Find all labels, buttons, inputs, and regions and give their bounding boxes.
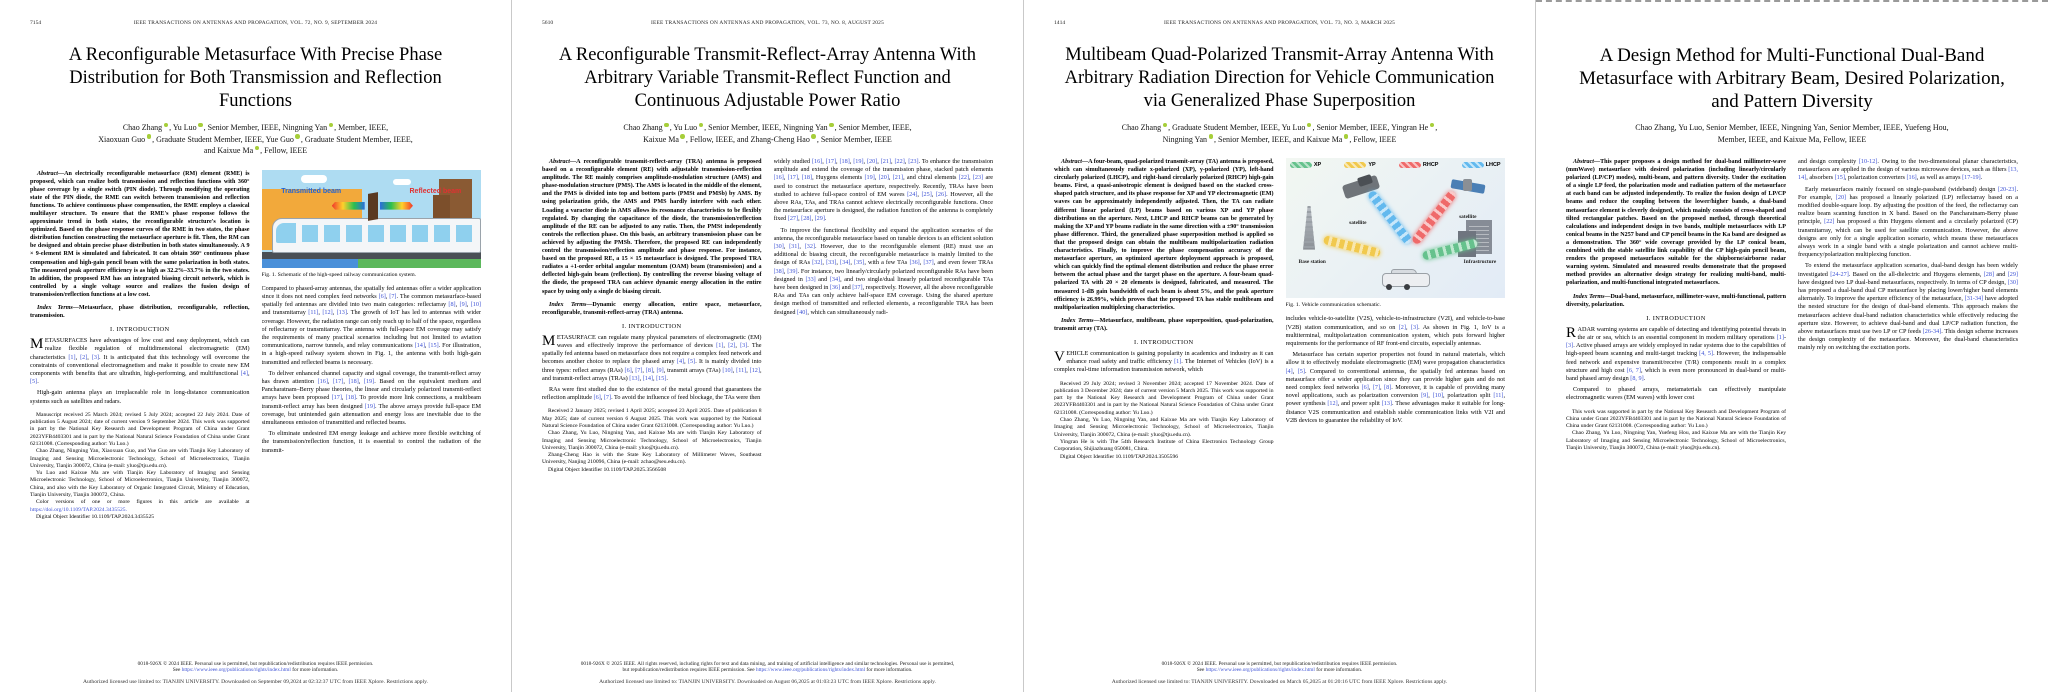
satellite-label: satellite (1459, 214, 1477, 220)
high-speed-train (272, 218, 481, 252)
citation-link[interactable]: [18] (839, 158, 850, 165)
citation-link[interactable]: [17] (787, 174, 798, 182)
citation-link[interactable]: [16] (773, 174, 784, 182)
citation-link[interactable]: [11] (308, 309, 319, 317)
body-paragraph: To improve the functional flexibility and expand the application scenarios of the antenna, the reconfigurable metasurface based on tunable devices is an efficient solution [30], [31], [32]. However, due to the reconfigurable element (RE) must use an additional dc biasing circuit, the reconfigurable metasurface is mainly limited to the design of RAs [32], [33], [34], [35], with a few TAs [36], [37], and even fewer TRAs [38], [39]. For instance, two linearly/circularly polarized reconfigurable RAs have been designed in [33] and [34], and two single/dual linearly polarized reconfigurable TAs have been designed in [36] and [37], respectively. However, all the above reconfigurable RAs and TAs can only achieve half-space EM coverage. Using the shared aperture design method of transmitted and reflected elements, a reconfigurable TRA has been designed [40], which can simultaneously radi- (773, 226, 993, 316)
footer-rights: See https://www.ieee.org/publications/rights/index.html for more information. (172, 667, 339, 674)
citation-link[interactable]: [19] (864, 174, 875, 182)
rhcp-swatch (1399, 162, 1421, 168)
figure-caption: Fig. 1. Vehicle communication schematic. (1285, 302, 1381, 308)
paper-title: A Design Method for Multi-Functional Dual-Band Metasurface with Arbitrary Beam, Desired Polarization, and Pattern Diversity (1579, 45, 2005, 112)
footnote: Received 29 July 2024; revised 3 November 2024; accepted 17 November 2024. Date of publication 3 December 2024; date of current version 5 March 2025. This work was supported in part by the National Key Research and Development Program of China under Grant 2023YFB4403301 and in part by the National Natural Science Foundation of China under Grant 62131008. (Corresponding author: Yu Luo.) (1054, 380, 1274, 416)
page-number: 7154 (30, 20, 42, 26)
citation-link[interactable]: [37] (852, 284, 863, 292)
citation-link[interactable]: [14] (642, 374, 653, 382)
citation-link[interactable]: [26-34] (1922, 328, 1942, 336)
section-heading: I. INTRODUCTION (1133, 338, 1194, 346)
citation-link[interactable]: [10-12] (1858, 158, 1878, 165)
rhcp-beam (1411, 189, 1457, 245)
footnote: Zhang-Cheng Hao is with the State Key Laboratory of Millimeter Waves, Southeast University, Nanjing 210096, China (e-mail: zchao@seu.edu.cn). (542, 452, 762, 466)
citation-link[interactable]: [29] (814, 215, 825, 223)
transmitted-beam-label: Transmitted beam (281, 188, 342, 196)
footnote: Chao Zhang, Yu Luo, Ningning Yan, and Kaixue Ma are with Tianjin Key Laboratory of Imaging and Sensing Microelectronic Technology, School of Microelectronics, Tianjin University, Tianjin 300072, China (e-mail: yluo@tju.edu.cn). (542, 430, 762, 451)
citation-link[interactable]: [23] (908, 158, 919, 165)
citation-link[interactable]: [17] (333, 378, 344, 386)
citation-link[interactable]: [3] (740, 341, 748, 349)
legend-item-rhcp: RHCP (1399, 162, 1439, 168)
author-block (30, 122, 481, 157)
citation-link[interactable]: [4] (1285, 367, 1293, 375)
author-line: Member, IEEE, and Kaixue Ma, Fellow, IEEE (1717, 134, 1867, 144)
orcid-icon (255, 146, 260, 151)
citation-link[interactable]: [38] (773, 267, 784, 275)
citation-link[interactable]: [18] (801, 174, 813, 182)
citation-link[interactable]: [18] (348, 378, 359, 386)
page-footer (512, 661, 1023, 686)
citation-link[interactable]: [7] (635, 366, 643, 374)
index-terms: Index Terms—Dynamic energy allocation, entire space, metasurface, reconfigurable, transmit-reflect-array (TRA) antenna. (542, 301, 762, 316)
citation-link[interactable]: [15] (656, 374, 667, 382)
paper-page-3 (1024, 0, 1536, 692)
base-station-icon (1303, 206, 1315, 250)
body-paragraph: Metasurface has certain superior properties not found in natural materials, which allow it to effectively modulate electromagnetic (EM) wave propagation characteristics [4], [5]. Compared to conventional antennas, the spatially fed antennas based on metasurface offer a wider application since they can provide higher gain and do not need complex feed networks [6], [7], [8]. Moreover, it is capable of providing many novel applications, such as polarization conversion [9], [10], polarization split [11], power synthesis [12], and power split [13]. These advantages make it suitable for long-distance V2S communication and establish stable communication links with V2I and V2B devices to guarantee the reliability of IoV. (1285, 351, 1505, 424)
citation-link[interactable]: [10] (1432, 392, 1444, 400)
index-terms: Index Terms—Metasurface, multibeam, phase superposition, quad-polarization, transmit array (TA). (1054, 317, 1274, 332)
xp-beam (1421, 238, 1478, 260)
citation-link[interactable]: [6] (1361, 383, 1369, 391)
satellite-icon (1463, 179, 1472, 191)
citation-link[interactable]: [7] (603, 394, 612, 402)
footnote: Digital Object Identifier 10.1109/TAP.2024.3505596 (1060, 453, 1179, 460)
page-header (30, 0, 481, 30)
wheel (1404, 284, 1410, 290)
citation-link[interactable]: [14] (414, 342, 425, 350)
citation-link[interactable]: [19] (363, 378, 375, 386)
index-terms: Index Terms—Metasurface, phase distribution, reconfigurable, reflection, transmission. (30, 305, 250, 320)
index-terms: Index Terms—Dual-band, metasurface, millimeter-wave, multi-functional, pattern diversity, polarization. (1566, 293, 1786, 308)
footnote: This work was supported in part by the National Key Research and Development Program of China under Grant 2023YFB4403301 and in part by the National Natural Science Foundation of China under Grant 62131008. (Corresponding author: Yu Luo.) (1566, 408, 1786, 430)
citation-link[interactable]: [5] (30, 378, 38, 386)
author-line: Chao Zhang , Graduate Student Member, IEEE, Yu Luo , Senior Member, IEEE, Yingran He , (1121, 123, 1438, 132)
citation-link[interactable]: [3] (91, 353, 100, 361)
citation-link[interactable]: [16] (317, 378, 328, 386)
citation-link[interactable]: [2] (1398, 323, 1406, 331)
citation-link[interactable]: [36] (829, 284, 841, 292)
citation-link[interactable]: [24] (907, 190, 918, 198)
reflected-beam-arrow (380, 202, 413, 210)
citation-link[interactable]: [8, 9] (1630, 374, 1644, 382)
citation-link[interactable]: [8] (448, 301, 456, 309)
orcid-icon (329, 123, 334, 128)
citation-link[interactable]: [40] (797, 308, 808, 316)
citation-link[interactable]: [33] (805, 275, 816, 283)
author-line: Chao Zhang , Yu Luo , Senior Member, IEEE, Ningning Yan , Member, IEEE, (122, 123, 389, 132)
citation-link[interactable]: [27] (787, 215, 799, 223)
footer-rights: but republication/redistribution requires IEEE permission. See https://www.ieee.org/publications/rights/index.html for more information. (622, 667, 913, 674)
section-heading: I. INTRODUCTION (621, 322, 682, 330)
citation-link[interactable]: [13, 14] (1798, 166, 2018, 182)
citation-link[interactable]: [17] (331, 394, 342, 402)
author-block (1054, 122, 1505, 145)
citation-link[interactable]: [1] (1174, 358, 1182, 366)
grass (358, 258, 481, 268)
author-line: Chao Zhang, Yu Luo, Senior Member, IEEE, Ningning Yan, Senior Member, IEEE, Yuefeng Hou, (1635, 123, 1949, 132)
figure-vehicle-scene (1286, 158, 1506, 298)
body-paragraph: Early metasurfaces mainly focused on single-passband (wideband) design [20-23]. For example, [20] has proposed a linearly polarized (LP) reflectarray based on a modified double-square loop. By adjusting the position of the feed, the reflectarray can realize beam scanning function in X band. Based on the Pancharatnam-Berry phase principle, [22] has proposed a thin Huygens element and a circularly polarized (CP) transmitarray, which can be used for satellite communication. However, the above designs are only for a single application scenario, which means these metasurfaces always work in a single band with a single polarization and cannot achieve multi-frequency/polarization multiplexing function. (1798, 185, 2018, 259)
citation-link[interactable]: [15] (1834, 174, 1845, 182)
orcid-icon (811, 134, 816, 139)
footnote-block (542, 408, 762, 474)
author-line: Ningning Yan , Senior Member, IEEE, and Kaixue Ma , Fellow, IEEE (1162, 134, 1397, 144)
citation-link[interactable]: [11] (736, 366, 747, 374)
citation-link[interactable]: [31-34] (1964, 295, 1984, 303)
journal-header: IEEE TRANSACTIONS ON ANTENNAS AND PROPAGATION, VOL. 72, NO. 9, SEPTEMBER 2024 (133, 20, 378, 26)
page-header (1054, 0, 1505, 30)
metasurface-panel (368, 192, 378, 221)
paper-page-4 (1536, 0, 2048, 692)
citation-link[interactable]: [23] (972, 174, 984, 182)
citation-link[interactable]: [19] (853, 158, 864, 165)
citation-link[interactable]: [20] (878, 174, 889, 182)
journal-header: IEEE TRANSACTIONS ON ANTENNAS AND PROPAGATION, VOL. 73, NO. 3, MARCH 2025 (1163, 20, 1396, 26)
citation-link[interactable]: [7] (1372, 383, 1381, 391)
footnote-block (1054, 381, 1274, 461)
citation-link[interactable]: [39] (787, 267, 798, 275)
citation-link[interactable]: [25] (921, 190, 932, 198)
citation-link[interactable]: [18] (345, 394, 356, 402)
citation-link[interactable]: [4, 5] (1699, 350, 1714, 358)
paper-title: Multibeam Quad-Polarized Transmit-Array Antenna With Arbitrary Radiation Direction for Vehicle Communication via Generalized Phase Superposition (1064, 45, 1495, 111)
journal-header: IEEE TRANSACTIONS ON ANTENNAS AND PROPAGATION, VOL. 73, NO. 8, AUGUST 2025 (651, 20, 884, 26)
orcid-icon (1344, 134, 1349, 139)
xp-swatch (1290, 162, 1312, 168)
footer-copyright: 0018-926X © 2024 IEEE. Personal use is permitted, but republication/redistribution requires IEEE permission. (137, 660, 374, 667)
transmitted-beam-arrow (332, 202, 365, 210)
footnote: Color versions of one or more figures in this article are available at https://doi.org/10.1109/TAP.2024.3435525. (30, 499, 250, 513)
citation-link[interactable]: [16] (1906, 174, 1917, 182)
citation-link[interactable]: [36] (909, 259, 920, 267)
citation-link[interactable]: [9] (1421, 392, 1429, 400)
citation-link[interactable]: [13] (1381, 400, 1392, 408)
page-number: 1414 (1054, 20, 1066, 26)
footnote: Chao Zhang, Yu Luo, Ningning Yan, Yuefeng Hou, and Kaixue Ma are with the Tianjin Key Laboratory of Imaging and Sensing Microelectronic Technology, School of Microelectronics, Tianjin University, Tianjin 300072, China (e-mail: yluo@tju.edu.cn). (1566, 430, 1786, 451)
citation-link[interactable]: [17] (825, 158, 837, 165)
page-footer (1024, 661, 1535, 686)
footer-authorized: Authorized licensed use limited to: TIANJIN UNIVERSITY. Downloaded on August 06,2025 at 01:03:23 UTC from IEEE Xplore. Restrictions apply. (599, 679, 936, 686)
yp-swatch (1344, 162, 1366, 168)
citation-link[interactable]: [20-23] (1997, 185, 2017, 193)
abstract: Abstract—A four-beam, quad-polarized transmit-array (TA) antenna is proposed, which can simultaneously radiate x-polarized (XP), y-polarized (YP), left-hand circularly polarized (LHCP), and right-hand circularly polarized (RHCP) high-gain beams. First, a quasi-anisotropic element is designed based on the stacked cross-shaped patch structure, and its phase response for XP and YP electromagnetic (EM) waves can be approximately independently adjusted. Then, the TA can radiate different linear polarized (LP) beams based on various XP and YP phase distributions on the aperture. Next, LHCP and RHCP beams can be generated by making the XP and YP beams radiate in the same direction with a ±90° transmission phase difference. Third, the generalized phase superposition method is applied so that the proposed design can obtain the multibeam multipolarization radiation characteristics. Finally, to improve the phase compensation accuracy of the metasurface aperture, an optimized aperture deployment approach is proposed, which can quickly find the optimal element distribution and reduce the phase error between the actual phase and the target phase on the aperture. A four-beam quad-polarized TA with 20 × 20 elements is designed, fabricated, and measured. The measured 1-dB gain bandwidth of each beam is about 5%, and the peak aperture efficiency is 26.99%, which proves that the proposed TA has stable multibeam and multipolarization multiplexing characteristics. (1054, 159, 1274, 311)
legend-item-lhcp: LHCP (1462, 162, 1501, 168)
citation-link[interactable]: [32] (812, 259, 823, 267)
citation-link[interactable]: [19] (364, 402, 375, 410)
left-column (542, 158, 762, 610)
citation-link[interactable]: [8] (1384, 383, 1392, 391)
footnote-block (30, 412, 250, 521)
left-column (1054, 158, 1274, 610)
footnote: Received 2 January 2025; revised 1 April 2025; accepted 23 April 2025. Date of publication 8 May 2025; date of current version 6 August 2025. This work was supported by the National Natural Science Foundation of China under Grant 62131008. (Corresponding author: Yu Luo.) (542, 408, 762, 429)
author-line: Kaixue Ma , Fellow, IEEE, and Zhang-Cheng Hao , Senior Member, IEEE (643, 134, 892, 144)
orcid-icon (1307, 123, 1312, 128)
citation-link[interactable]: [7] (389, 293, 397, 300)
citation-link[interactable]: [5] (1297, 367, 1305, 375)
infrastructure-label: Infrastructure (1463, 258, 1497, 265)
legend-item-xp: XP (1290, 162, 1321, 168)
satellite-label: satellite (1349, 219, 1367, 226)
citation-link[interactable]: [12] (749, 366, 760, 374)
body-paragraph: METASURFACES have advantages of low cost and easy deployment, which can realize flexible regulation of multidimensional electromagnetic (EM) characteristics [1], [2], [3]. It is anticipated that this technology will overcome the constraints of conventional electromagnetism and make it possible to create new EM components with benefits that are ultrathin, high-performing, and multifunctional [4], [5]. (30, 336, 250, 386)
citation-link[interactable]: [33] (826, 259, 837, 267)
abstract: Abstract—A reconfigurable transmit-reflect-array (TRA) antenna is proposed based on a reconfigurable element (RE) with adjustable transmission-reflection amplitude. The RE mainly comprises amplitude-modulation structure (AMS) and phase-modulation structure (PMS). The AMS is located in the middle of the element, and the PMS is divided into top and bottom parts (PMSt and PMSb) by AMS. By using polarization grids, the AMS and PMS hardly interfere with each other. Loading a varactor diode in AMS allows its resonance characteristics to be flexibly regulated. By changing the capacitance of the diode, the transmission/reflection amplitude of the RE can be adjusted to any ratio. Then, the PMSt independently controls the reflection phase. On this basis, an arbitrary transmission phase can be achieved by adjusting the PMSb. Therefore, the proposed RE can independently control the transmission/reflection amplitude and phase response. For instance, based on the proposed RE, a 15 × 15 metasurface is designed. The proposed TRA radiates a +1-order orbital angular momentum (OAM) beam (transmission) and a deflected high-gain beam (reflection). By controlling the reverse biasing voltage of the diode, the proposed TRA can achieve dynamic energy allocation in the entire space by using only a single dc biasing circuit. (542, 159, 762, 295)
water (262, 258, 359, 268)
author-block (542, 122, 993, 145)
orcid-icon (1163, 123, 1168, 128)
paper-page-1 (0, 0, 512, 692)
base-station-label: Base station (1298, 258, 1326, 265)
cloud (393, 179, 411, 185)
paper-title: A Reconfigurable Transmit-Reflect-Array Antenna With Arbitrary Variable Transmit-Reflect Function and Continuous Adjustable Power Ratio (558, 45, 977, 111)
section-heading: I. INTRODUCTION (109, 326, 170, 334)
citation-link[interactable]: [28] (1983, 270, 1995, 278)
citation-link[interactable]: [2] (728, 341, 736, 349)
figure-railway-scene (262, 170, 482, 268)
citation-link[interactable]: [31] (789, 243, 800, 251)
citation-link[interactable]: [34] (829, 275, 841, 283)
rail-track (262, 252, 482, 259)
citation-link[interactable]: [20] (866, 158, 878, 165)
lhcp-beam (1367, 189, 1413, 245)
citation-link[interactable]: [10] (470, 301, 481, 309)
right-column (774, 158, 994, 610)
citation-link[interactable]: [3] (1566, 342, 1574, 350)
citation-link[interactable]: [6] (624, 366, 632, 374)
left-column (30, 170, 250, 622)
body-paragraph: High-gain antenna plays an irreplaceable role in long-distance communication systems such as satellites and radars. (30, 389, 250, 405)
doi-link[interactable]: https://www.ieee.org/publications/rights/index.html (181, 667, 291, 674)
footnote: Yu Luo and Kaixue Ma are with Tianjin Key Laboratory of Imaging and Sensing Microelectronic Technology, School of Microelectronics, Tianjin University, Tianjin 300072, China, and also with the Key Laboratory of Organic Integrated Circuit, Ministry of Education, Tianjin University, Tianjin 300072, China. (30, 470, 250, 499)
citation-link[interactable]: [35] (854, 259, 865, 267)
citation-link[interactable]: [1] (716, 341, 724, 349)
citation-link[interactable]: [3] (1410, 323, 1419, 331)
abstract: Abstract—An electrically reconfigurable metasurface (RM) element (RME) is proposed, which can realize both transmission and reflection functions with 360° phase coverage by a single switch (PIN diode). Through modifying the operating state of the PIN diode, the RME can switch between transmission and reflection functions. To achieve continuous phase compensation, the RME employs a classical multilayer structure. To ensure that the RME's phase response follows the approximate trend in both states, the reconfigurable structure's location is optimized. Based on the phase response curves of the RME in two states, the phase distribution function constructing the metasurface aperture is fit. Then, the RM can be designed and obtain precise phase distribution in both states simultaneously. A 9 × 9-element RM is simulated and fabricated. It can obtain 360° continuous phase compensation and high-gain pencil beam with the same polarization in both states. The measured peak aperture efficiency is as high as 32.2%–33.7% in the two states. In addition, the proposed RM has an integrated biasing circuit network, which is controlled by a single voltage source and realizes the fusion design of transmission/reflection functions at a low cost. (30, 170, 250, 298)
section-heading: I. INTRODUCTION (1646, 314, 1706, 322)
orcid-icon (699, 123, 704, 128)
citation-link[interactable]: [34] (840, 259, 851, 267)
footnote: Digital Object Identifier 10.1109/TAP.2024.3435525 (36, 513, 155, 520)
citation-link[interactable]: [12] (322, 309, 333, 317)
citation-link[interactable]: [22] (1824, 218, 1835, 226)
citation-link[interactable]: [12] (1327, 400, 1338, 408)
body-paragraph: RAs were first studied due to the existence of the metal ground that guarantees the reflection amplitude [6], [7]. To avoid the influence of feed blockage, the TAs were then (542, 386, 762, 402)
citation-link[interactable]: [5] (687, 358, 696, 366)
footnote: Manuscript received 25 March 2024; revised 5 July 2024; accepted 22 July 2024. Date of publication 5 August 2024; date of current version 9 September 2024. This work was supported in part by the National Key Research and Development Program of China under Grant 2023YFB4403301 and in part by the National Natural Science Foundation of China under Grant 62131008. (Corresponding author: Yu Luo.) (30, 411, 250, 447)
citation-link[interactable]: [13] (629, 374, 640, 382)
citation-link[interactable]: [11] (1493, 392, 1504, 400)
body-paragraph: To eliminate undesired EM energy leakage and achieve more flexible switching of the transmission/reflection function, it is essential to control the radiation of the transmit- (261, 430, 481, 454)
citation-link[interactable]: [1] (68, 353, 76, 361)
citation-link[interactable]: [8] (645, 366, 654, 374)
doi-link[interactable]: https://www.ieee.org/publications/rights/index.html (1205, 667, 1315, 674)
citation-link[interactable]: [6] (378, 293, 386, 300)
author-line: Chao Zhang , Yu Luo , Senior Member, IEEE, Ningning Yan , Senior Member, IEEE, (623, 123, 912, 132)
citation-link[interactable]: [13] (336, 309, 347, 317)
wheel (1386, 284, 1392, 290)
orcid-icon (664, 123, 669, 128)
footer-copyright: 0018-926X © 2025 IEEE. All rights reserved, including rights for text and data mining, and training of artificial intelligence and similar technologies. Personal use is permitted, (580, 660, 955, 667)
orcid-icon (164, 123, 169, 128)
footer-authorized: Authorized licensed use limited to: TIANJIN UNIVERSITY. Downloaded on March 05,2025 at 01:20:16 UTC from IEEE Xplore. Restrictions apply. (1111, 679, 1448, 686)
footer-rights: See https://www.ieee.org/publications/rights/index.html for more information. (1196, 667, 1363, 674)
orcid-icon (295, 134, 300, 139)
orcid-icon (198, 123, 203, 128)
body-paragraph: To deliver enhanced channel capacity and signal coverage, the transmit-reflect array has drawn attention [16], [17], [18], [19]. Based on the equivalent medium and Pancharatnam–Berry phase theories, the linear and circularly polarized transmit-reflect arrays have been proposed [17], [18]. To provide more link connections, a multibeam transmit-reflect array has been designed [19]. The above arrays provide full-space EM coverage, but unintended gain attenuation and energy loss are inevitable due to the simultaneous emission of transmitted and reflected beams. (261, 369, 481, 427)
citation-link[interactable]: [32] (804, 243, 816, 251)
citation-link[interactable]: [9] (459, 301, 467, 309)
lhcp-swatch (1462, 162, 1484, 168)
body-paragraph: RADAR warning systems are capable of detecting and identifying potential threats in the air or sea, which is an essential component in modern military operations [1]-[3]. Active phased arrays are widely employed in radar systems due to the capabilities of high-speed beam scanning and multi-target tracking [4, 5]. However, the indispensable feed network and expensive transmit/receive (T/R) components result in a complex structure and high cost [6, 7], which is even more pronounced in dual-band or multi-band phased array design [8, 9]. (1566, 324, 1786, 382)
author-line: and Kaixue Ma , Fellow, IEEE (203, 146, 308, 155)
citation-link[interactable]: [37] (923, 259, 934, 267)
train-windows (302, 225, 476, 242)
footnote-block (1566, 409, 1786, 453)
citation-link[interactable]: [15] (428, 342, 439, 350)
paper-page-2 (512, 0, 1024, 692)
citation-link[interactable]: [28] (801, 215, 812, 223)
orcid-icon (680, 134, 685, 139)
left-column (1566, 158, 1786, 692)
right-column (1286, 158, 1506, 610)
citation-link[interactable]: [26] (935, 190, 947, 198)
orcid-icon (147, 134, 152, 139)
citation-link[interactable]: [30] (773, 243, 784, 251)
citation-link[interactable]: [21] (880, 158, 892, 165)
train-windshield (276, 223, 297, 242)
author-line: Xiaoxuan Guo , Graduate Student Member, IEEE, Yue Guo , Graduate Student Member, IEEE, (98, 134, 413, 144)
figure-legend (1290, 162, 1501, 168)
citation-link[interactable]: [17-19] (1962, 174, 1981, 182)
paper-title: A Reconfigurable Metasurface With Precise Phase Distribution for Both Transmission and Reflection Functions (68, 45, 443, 111)
doi-link[interactable]: https://www.ieee.org/publications/rights/index.html (755, 667, 866, 674)
footnote: Digital Object Identifier 10.1109/TAP.2025.3566508 (548, 466, 667, 473)
citation-link[interactable]: [6, 7] (1626, 366, 1641, 374)
citation-link[interactable]: [24-27] (1830, 270, 1849, 278)
citation-link[interactable]: [22] (894, 158, 905, 165)
footer-authorized: Authorized licensed use limited to: TIANJIN UNIVERSITY. Downloaded on September 09,2024 at 02:32:37 UTC from IEEE Xplore. Restrictions apply. (83, 679, 428, 686)
citation-link[interactable]: [29] (2007, 270, 2018, 278)
citation-link[interactable]: [6] (593, 394, 601, 402)
citation-link[interactable]: [21] (892, 174, 904, 182)
body-paragraph: METASURFACE can regulate many physical parameters of electromagnetic (EM) waves and effectively improve the performance of devices [1], [2], [3]. The spatially fed antenna based on metasurface does not require a complex feed network and becomes another choice to replace the phased array [4], [5]. It is mainly divided into three types: reflect arrays (RAs) [6], [7], [8], [9], transmit arrays (TAs) [10], [11], [12], and transmit-reflect arrays (TRAs) [13], [14], [15]. (542, 332, 762, 382)
orcid-icon (1209, 134, 1214, 139)
citation-link[interactable]: [2] (80, 353, 88, 361)
body-paragraph: includes vehicle-to-satellite (V2S), vehicle-to-infrastructure (V2I), and vehicle-to-base (V2B) station communication, and so on [2], [3]. As shown in Fig. 1, IoV is a multiterminal, multipolarization communication system, which puts forward higher requirements for the performance of RF front-end circuits, especially antennas. (1285, 315, 1505, 347)
body-paragraph: Compared to phased arrays, metamaterials can effectively manipulate electromagnetic waves (EM waves) with lower cost (1566, 386, 1786, 402)
citation-link[interactable]: [9] (656, 366, 664, 374)
footnote: Chao Zhang, Yu Luo, Ningning Yan, and Kaixue Ma are with Tianjin Key Laboratory of Imaging and Sensing Microelectronic Technology, School of Microelectronics, Tianjin University, Tianjin 300072, China (e-mail: yluo@tju.edu.cn). (1054, 417, 1274, 438)
citation-link[interactable]: [1] (1776, 333, 1784, 341)
citation-link[interactable]: [4] (240, 370, 248, 377)
abstract: Abstract—This paper proposes a design method for dual-band millimeter-wave (mmWave) metasurface with desired polarization (including linearly/circularly polarized (LP/CP) modes), multi-beam, and pattern diversity. Under the excitation of a single LP feed, the polarization mode and radiation pattern of the metasurface at each band can be adjusted independently. To realize the fusion design of LP/CP beams and reduce the coupling between the lower/higher bands, a dual-band metasurface element is cleverly designed, which mainly consists of cross-shaped and tilted rectangular patches. Based on the proposed method, through theoretical calculations and independent design in two bands, multiple metasurfaces with LP conical beams in the N257 band and CP pencil beams in the Ka band are designed as a demonstration. The 360° wide coverage provided by the LP conical beam, combined with the stable satellite link capability of the CP high-gain pencil beam, renders the proposed metasurfaces suitable for the shipborne/airborne radar warning system. Simulated and measured results demonstrate that the proposed method provides an alternative design strategy for realizing multi-band, multi-polarization, and multi-functional integrated metasurfaces. (1566, 159, 1786, 287)
citation-link[interactable]: [16] (811, 158, 823, 165)
doi-link[interactable]: https://doi.org/10.1109/TAP.2024.3435525. (30, 506, 127, 513)
body-paragraph: Compared to phased-array antennas, the spatially fed antennas offer a wider application since it does not need complex feed networks [6], [7]. The common metasurface-based spatially fed antennas are divided into two main categories: reflectarray [8], [9], [10] and transmitarray [11], [12], [13]. The growth of IoT has led to antennas with wider coverage. However, the radiation range can only reach up to half of the space, regardless of reflectarray or transmitarray. The antenna with full-space EM coverage may satisfy the requirements of many practical scenarios including but not limited to aviation communications, narrow tunnels, and relay communications [14], [15]. For illustration, in a high-speed railway system shown in Fig. 1, the antenna with both high-gain transmitted and reflected beams is necessary. (261, 284, 481, 366)
author-block (1566, 122, 2018, 145)
orcid-icon (829, 123, 834, 128)
citation-link[interactable]: [22] (958, 174, 970, 182)
footer-copyright: 0018-926X © 2024 IEEE. Personal use is permitted, but republication/redistribution requires IEEE permission. (1161, 660, 1398, 667)
cloud (301, 175, 327, 183)
right-column (262, 170, 482, 622)
figure-caption: Fig. 1. Schematic of the high-speed railway communication system. (261, 271, 417, 278)
body-paragraph: VEHICLE communication is gaining popularity in academics and industry as it can enhance road safety and traffic efficiency [1]. The Internet of Vehicles (IoV) is a complex real-time information transmission network, which (1054, 348, 1274, 374)
citation-link[interactable]: [20] (1835, 193, 1847, 201)
page-number: 5610 (542, 20, 554, 26)
body-paragraph: To extend the metasurface application scenarios, dual-band design has been widely investigated [24-27]. Based on the all-dielectric and Huygens elements, [28] and [29] have designed two LP dual-band metasurfaces, respectively. In terms of CP design, [30] has proposed a dual-band dual CP metasurface by placing lower/higher band elements alternately. To improve the aperture efficiency of the metasurface, [31-34] have adopted the nested structure for the design of dual-band elements. This approach makes the metasurfaces achieve dual-band radiation characteristics while effectively reducing the aperture size. However, to achieve dual-band and dual LP/CP radiation function, the above metasurfaces must use two LP or CP feeds [26-34]. This design scheme increases the design complexity of the metasurface. Moreover, the dual-band characteristics mainly rely on switching the excitation ports. (1798, 262, 2018, 352)
citation-link[interactable]: [30] (2007, 278, 2018, 286)
legend-item-yp: YP (1344, 162, 1375, 168)
body-paragraph: widely studied [16], [17], [18], [19], [20], [21], [22], [23]. To enhance the transmission amplitude and extend the coverage of the transmission phase, stacked patch elements [16], [17], [18], Huygens elements [19], [20], [21], and chiral elements [22], [23] are used to construct the metasurface aperture, respectively. Recently, TRAs have been studied to achieve full-space control of EM waves [24], [25], [26]. However, all the above RAs, TAs, and TRAs cannot achieve electrically reconfigurable functions. Once the metasurface aperture is designed, the radiation function of the antenna is completely fixed [27], [28], [29]. (773, 158, 993, 223)
right-column (1798, 158, 2018, 692)
body-paragraph: and design complexity [10-12]. Owing to the two-dimensional planar characteristics, metasurfaces are applied in the design of various microwave devices, such as filters [13, 14], absorbers [15], polarization converters [16], as well as arrays [17-19]. (1798, 158, 2018, 182)
page-footer (0, 661, 511, 686)
footnote: Yingran He is with The 54th Research Institute of China Electronics Technology Group Corporation, Shijiazhuang 050081, China. (1054, 438, 1274, 453)
reflected-beam-label: Reflected beam (409, 188, 462, 196)
yp-beam (1323, 235, 1381, 258)
citation-link[interactable]: [4] (676, 358, 685, 366)
footnote: Chao Zhang, Ningning Yan, Xiaoxuan Guo, and Yue Guo are with Tianjin Key Laboratory of Imaging and Sensing Microelectronic Technology, School of Microelectronics, Tianjin University, Tianjin 300072, China (e-mail: yluo@tju.edu.cn). (30, 448, 250, 469)
orcid-icon (1430, 123, 1435, 128)
page-header (542, 0, 993, 30)
citation-link[interactable]: [10] (722, 366, 733, 374)
